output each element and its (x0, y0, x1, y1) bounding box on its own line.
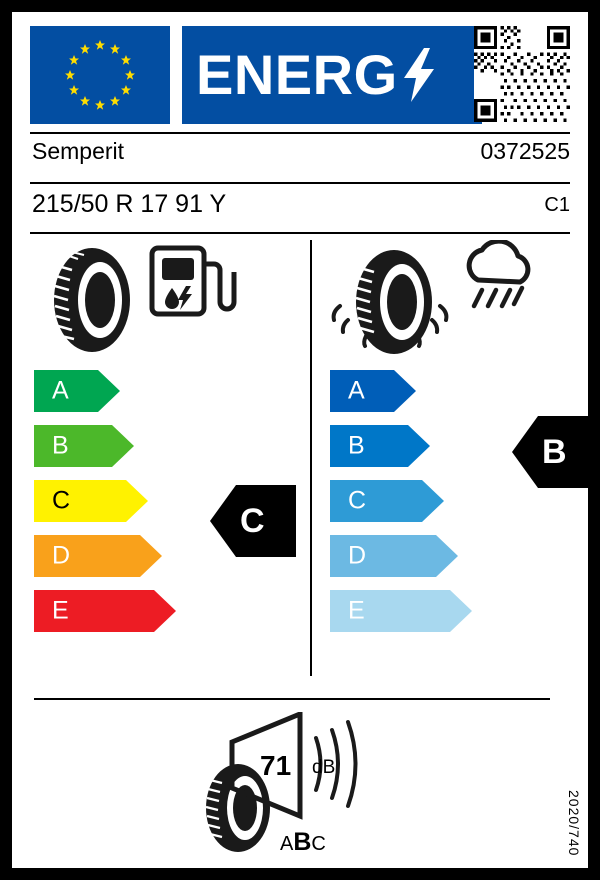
tyre-class: C1 (544, 194, 570, 216)
energ-word: ENERG (196, 43, 398, 106)
label-header (30, 26, 570, 126)
wet-grade-d-letter: D (348, 541, 367, 570)
rain-cloud-icon (469, 241, 528, 306)
fuel-grade-b (34, 425, 176, 467)
wet-selected-letter: B (542, 433, 567, 471)
tyre-dimensions: 215/50 R 17 91 Y (32, 190, 227, 218)
wet-pictogram-group (322, 240, 572, 360)
wet-grade-b (330, 425, 472, 467)
lightning-bolt-icon (402, 48, 436, 102)
fuel-grade-a-letter: A (52, 376, 69, 405)
wet-grade-e-letter: E (348, 596, 365, 625)
fuel-grade-c-letter: C (52, 486, 71, 515)
tyre-icon (322, 240, 562, 360)
divider-under-header (30, 132, 570, 134)
tyre-icon (34, 240, 284, 360)
noise-class-b: B (293, 828, 312, 856)
fuel-selected-grade (210, 485, 296, 557)
wet-grade-d (330, 535, 472, 577)
fuel-grade-a (34, 370, 176, 412)
fuel-pump-icon (152, 248, 234, 314)
wet-grip-panel (322, 240, 572, 360)
divider-under-brand (30, 182, 570, 184)
noise-class-scale (280, 830, 326, 855)
energy-label-card (12, 12, 588, 868)
divider-under-size (30, 232, 570, 234)
wet-grade-a-letter: A (348, 376, 365, 405)
divider-above-noise (34, 698, 550, 700)
fuel-grade-scale (34, 370, 176, 645)
noise-class-c: C (311, 833, 326, 855)
noise-unit: dB (312, 757, 336, 778)
fuel-efficiency-panel (34, 240, 300, 360)
wet-grade-c (330, 480, 472, 522)
wet-grade-c-letter: C (348, 486, 367, 515)
panel-divider (310, 240, 312, 676)
fuel-grade-b-letter: B (52, 431, 69, 460)
wet-grade-a (330, 370, 472, 412)
noise-panel (192, 712, 412, 862)
brand-name: Semperit (32, 138, 125, 164)
regulation-date: 2020/740 (566, 789, 582, 856)
noise-value: 71 (260, 750, 292, 781)
eu-flag-icon (30, 26, 170, 124)
wet-selected-grade (512, 416, 588, 488)
noise-class-a: A (280, 833, 294, 855)
fuel-grade-c (34, 480, 176, 522)
energ-banner (182, 26, 482, 124)
wet-grade-b-letter: B (348, 431, 365, 460)
brand-row (30, 138, 570, 172)
fuel-grade-d (34, 535, 176, 577)
fuel-selected-letter: C (240, 502, 265, 540)
eu-stars-icon (30, 26, 170, 124)
fuel-grade-e (34, 590, 176, 632)
fuel-grade-e-letter: E (52, 596, 69, 625)
fuel-pictogram-group (34, 240, 300, 360)
fuel-grade-d-letter: D (52, 541, 71, 570)
wet-grade-scale (330, 370, 472, 645)
qr-code-icon (474, 26, 570, 122)
size-row (30, 190, 570, 224)
brand-code: 0372525 (480, 138, 570, 164)
wet-grade-e (330, 590, 472, 632)
